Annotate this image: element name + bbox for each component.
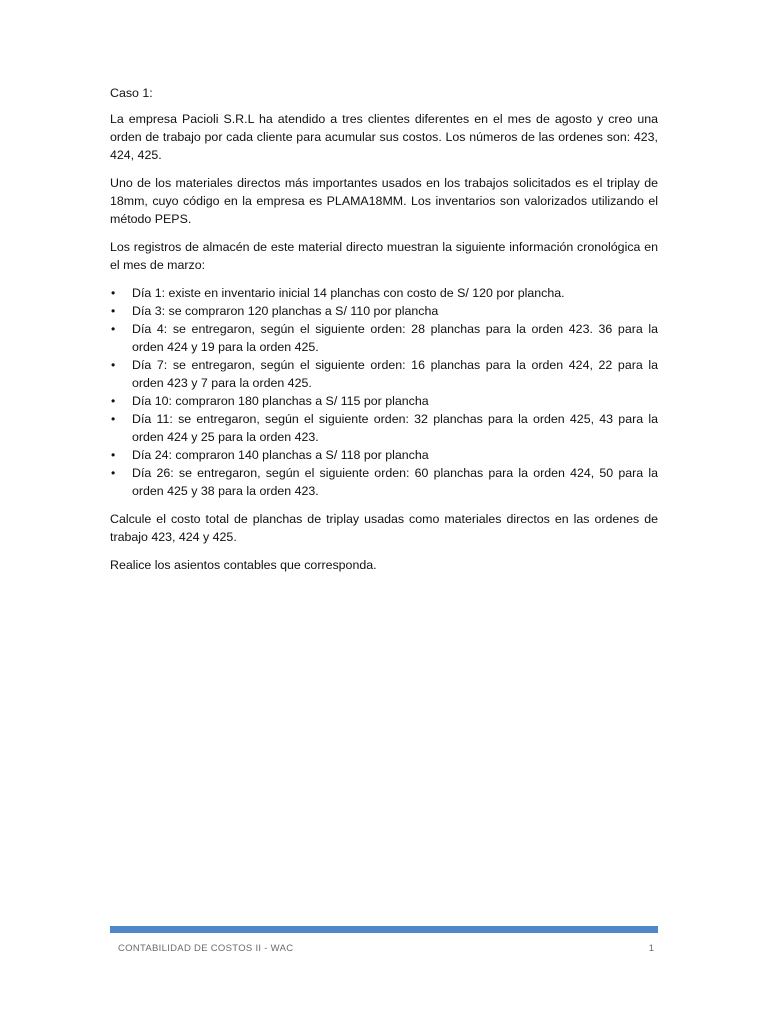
document-body [110,84,658,584]
paragraph-task: Calcule el costo total de planchas de triplay usadas como materiales directos en las ordenes de trabajo 423, 424 y 425. [110,512,658,544]
list-item-text: Día 3: se compraron 120 planchas a S/ 110 por plancha [132,304,439,318]
list-item [110,392,658,410]
case-heading: Caso 1: [110,86,153,100]
paragraph-intro: La empresa Pacioli S.R.L ha atendido a tres clientes diferentes en el mes de agosto y creo una orden de trabajo por cada cliente para acumular sus costos. Los números de las ordenes son: 423, 424, 425. [110,112,658,162]
list-item [110,284,658,302]
paragraph-material: Uno de los materiales directos más importantes usados en los trabajos solicitados es el triplay de 18mm, cuyo código en la empresa es PLAMA18MM. Los inventarios son valorizados utilizando el método PEPS. [110,176,658,226]
list-item-text: Día 11: se entregaron, según el siguiente orden: 32 planchas para la orden 425, 43 para la orden 424 y 25 para la orden 423. [132,412,658,444]
bullet-list [110,284,658,500]
bullet-icon: • [111,412,116,426]
list-item-text: Día 7: se entregaron, según el siguiente orden: 16 planchas para la orden 424, 22 para la orden 423 y 7 para la orden 425. [132,358,658,390]
list-item-text: Día 24: compraron 140 planchas a S/ 118 por plancha [132,448,429,462]
footer-divider [110,926,658,933]
list-item [110,356,658,392]
list-item [110,302,658,320]
paragraph-entries: Realice los asientos contables que corresponda. [110,558,377,572]
paragraph-records: Los registros de almacén de este material directo muestran la siguiente información cronológica en el mes de marzo: [110,240,658,272]
bullet-icon: • [111,322,116,336]
list-item-text: Día 1: existe en inventario inicial 14 planchas con costo de S/ 120 por plancha. [132,286,565,300]
footer-title: CONTABILIDAD DE COSTOS II - WAC [118,943,294,954]
list-item-text: Día 10: compraron 180 planchas a S/ 115 por plancha [132,394,429,408]
list-item [110,464,658,500]
bullet-icon: • [111,304,116,318]
bullet-icon: • [111,448,116,462]
list-item [110,410,658,446]
bullet-icon: • [111,394,116,408]
bullet-icon: • [111,286,116,300]
list-item [110,320,658,356]
list-item-text: Día 4: se entregaron, según el siguiente orden: 28 planchas para la orden 423. 36 para la orden 424 y 19 para la orden 425. [132,322,658,354]
list-item [110,446,658,464]
bullet-icon: • [111,466,116,480]
bullet-icon: • [111,358,116,372]
page-number: 1 [648,943,654,954]
list-item-text: Día 26: se entregaron, según el siguiente orden: 60 planchas para la orden 424, 50 para la orden 425 y 38 para la orden 423. [132,466,658,498]
